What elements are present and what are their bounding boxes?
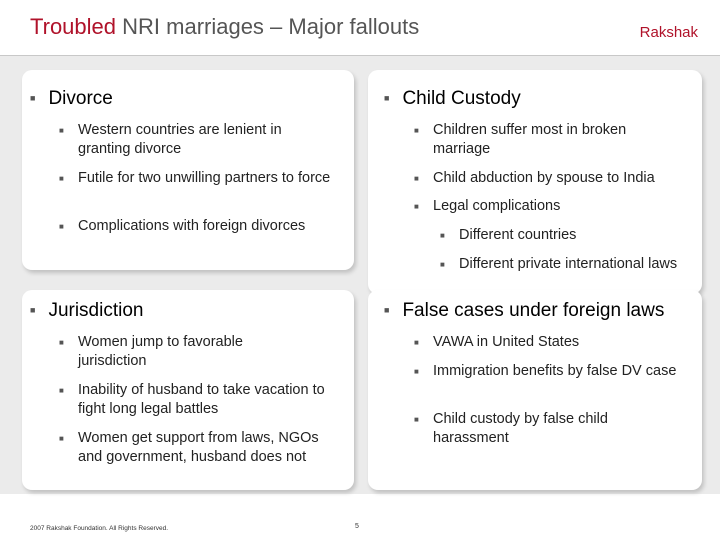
copyright-footer: 2007 Rakshak Foundation. All Rights Reserved. [30, 525, 169, 532]
square-bullet-icon: ■ [414, 367, 419, 376]
square-bullet-icon: ■ [30, 93, 36, 103]
square-bullet-icon: ■ [414, 126, 419, 135]
custody-item-1: ■ Children suffer most in broken marriage [414, 122, 627, 157]
divorce-item-1: ■ Western countries are lenient in granting divorce [59, 122, 282, 157]
square-bullet-icon: ■ [30, 305, 36, 315]
title-highlight: Troubled [30, 14, 117, 39]
square-bullet-icon: ■ [59, 386, 64, 395]
divorce-item-2: ■ Futile for two unwilling partners to force [59, 170, 331, 186]
jurisdiction-item-1: ■ Women jump to favorable jurisdiction [59, 334, 243, 369]
title-rest: NRI marriages – Major fallouts [116, 14, 420, 39]
square-bullet-icon: ■ [59, 338, 64, 347]
heading-child-custody: ■ Child Custody [384, 88, 521, 109]
square-bullet-icon: ■ [414, 202, 419, 211]
jurisdiction-item-3: ■ Women get support from laws, NGOs and government, husband does not [59, 430, 319, 465]
square-bullet-icon: ■ [59, 434, 64, 443]
slide-title [30, 14, 419, 40]
false-cases-item-2: ■ Immigration benefits by false DV case [414, 363, 677, 379]
brand-logo-text: Rakshak [639, 24, 698, 41]
square-bullet-icon: ■ [414, 174, 419, 183]
square-bullet-icon: ■ [440, 260, 445, 269]
square-bullet-icon: ■ [59, 222, 64, 231]
heading-divorce: ■ Divorce [30, 88, 113, 109]
square-bullet-icon: ■ [59, 174, 64, 183]
divorce-item-3: ■ Complications with foreign divorces [59, 218, 306, 234]
square-bullet-icon: ■ [440, 231, 445, 240]
custody-subitem-1: ■ Different countries [440, 227, 577, 243]
square-bullet-icon: ■ [59, 126, 64, 135]
custody-item-3: ■ Legal complications [414, 198, 561, 214]
custody-item-2: ■ Child abduction by spouse to India [414, 170, 655, 186]
false-cases-item-1: ■ VAWA in United States [414, 334, 580, 350]
square-bullet-icon: ■ [414, 415, 419, 424]
square-bullet-icon: ■ [384, 93, 390, 103]
heading-false-cases: ■ False cases under foreign laws [384, 300, 665, 321]
square-bullet-icon: ■ [384, 305, 390, 315]
false-cases-item-3: ■ Child custody by false child harassment [414, 411, 608, 446]
jurisdiction-item-2: ■ Inability of husband to take vacation to fight long legal battles [59, 382, 325, 417]
page-number: 5 [355, 523, 359, 530]
heading-jurisdiction: ■ Jurisdiction [30, 300, 144, 321]
square-bullet-icon: ■ [414, 338, 419, 347]
custody-subitem-2: ■ Different private international laws [440, 256, 678, 272]
